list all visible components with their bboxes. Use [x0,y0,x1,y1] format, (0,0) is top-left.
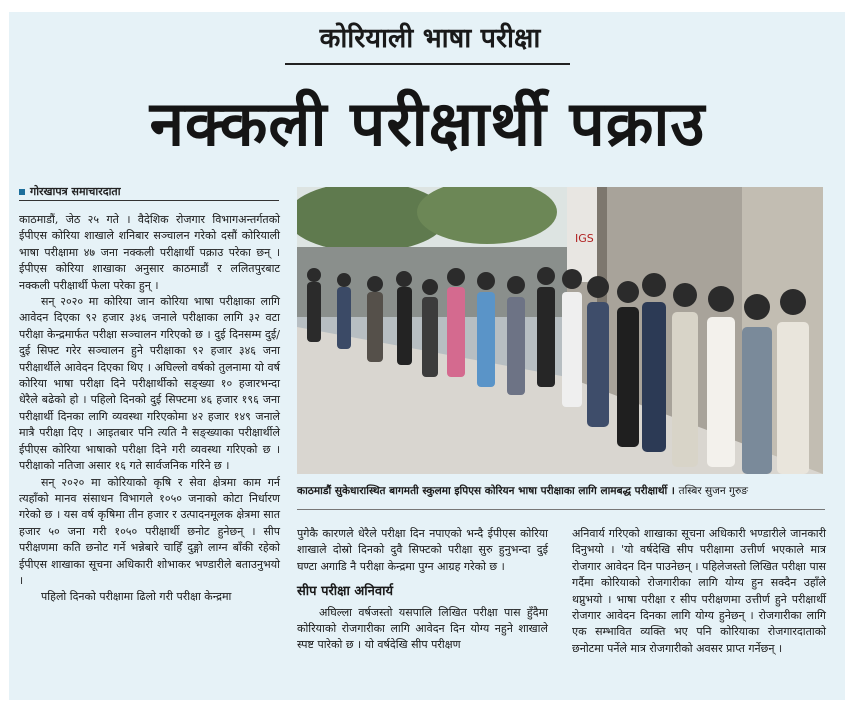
paragraph: सन् २०२० मा कोरियाको कृषि र सेवा क्षेत्रमा काम गर्न त्यहाँको मानव संसाधन विभागले १०५० जनाको कोटा निर्धारण गरेको छ । यस वर्ष कृषिमा तीन हजार र उत्पादनमूलक क्षेत्रमा सात हजार ५० जना गरी १०५० परीक्षार्थी छनोट हुनेछन् । सीप परीक्षणमा कति छनोट गर्ने भन्नेबारे चाहिँ दुङ्गो लाग्न बाँकी रहेको ईपीएस शाखाका सूचना अधिकारी शोभाकर भण्डारीले बताउनुभयो । [19,475,280,587]
article-column-3 [572,526,826,657]
news-photo [297,187,823,474]
byline-marker-icon [19,189,25,195]
subheading: सीप परीक्षा अनिवार्य [297,584,393,600]
byline-divider [19,200,279,201]
photo-caption [297,484,825,498]
queue-illustration [297,187,823,474]
svg-text:IGS: IGS [575,232,594,245]
article-column-1 [19,212,280,606]
paragraph: काठमाडौं, जेठ २५ गते । वैदेशिक रोजगार विभागअन्तर्गतको ईपीएस कोरिया शाखाले शनिबार सञ्चालन गरेको दसौं कोरियाली भाषा परीक्षामा ४७ जना नक्कली परीक्षार्थी पक्राउ परेका छन् । ईपीएस कोरिया शाखाका अनुसार काठमाडौं र ललितपुरबाट नक्कली परीक्षार्थी फेला परेका हुन् । [19,213,280,292]
paragraph: पहिलो दिनको परीक्षामा ढिलो गरी परीक्षा केन्द्रमा [41,590,232,604]
kicker-title: कोरियाली भाषा परीक्षा [319,23,541,54]
headline: नक्कली परीक्षार्थी पक्राउ [149,87,706,160]
byline [19,184,121,199]
paragraph: सन् २०२० मा कोरिया जान कोरिया भाषा परीक्षाका लागि आवेदन दिएका ९२ हजार ३४६ जनाले परीक्षाका लागि ३२ वटा परीक्षा केन्द्रमार्फत परीक्षा सञ्चालन गरिएको छ । दुई दिनसम्म दुई/दुई सिफ्ट गरेर सञ्चालन हुने परीक्षाका ९२ हजार ३४६ जना परीक्षार्थीले आवेदन दिएका थिए । अघिल्लो वर्षको तुलनामा यो वर्ष कोरिया भाषा परीक्षा दिने परीक्षार्थीको सङ्ख्या १० हजारभन्दा धेरैले बढेको हो । पहिलो दिनको दुई सिफ्टमा ४६ हजार १९६ जना परीक्षार्थी दिनका लागि व्यवस्था गरिएकोमा ४२ हजार १४९ जनाले मात्रै परीक्षा दिए । आइतबार पनि त्यति नै सङ्ख्याका परीक्षार्थीले ईपीएस कोरिया भाषाको परीक्षा दिने गरी व्यवस्था गरिएको छ । परीक्षाको नतिजा असार १६ गते सार्वजनिक गरिने छ । [19,295,280,473]
paragraph: पुगेकै कारणले धेरैले परीक्षा दिन नपाएको भन्दै ईपीएस कोरिया शाखाले दोस्रो दिनको दुवै सिफ्टको परीक्षा सुरु हुनुभन्दा दुई घण्टा अगाडि नै परीक्षा केन्द्रमा पुग्न आग्रह गरेको छ । [297,527,548,573]
caption-text: काठमाडौं सुकेधारास्थित बागमती स्कुलमा इपिएस कोरियन भाषा परीक्षाका लागि लामबद्ध परीक्षार्थी । [297,485,675,497]
paragraph: अनिवार्य गरिएको शाखाका सूचना अधिकारी भण्डारीले जानकारी दिनुभयो । 'यो वर्षदेखि सीप परीक्षामा उत्तीर्ण भएकाले मात्र रोजगार आवेदन दिन पाउनेछन् । पहिलेजस्तो लिखित परीक्षा पास गर्दैमा कोरियाको रोजगारीका लागि योग्य हुन सक्दैन उहाँले थप्नुभयो । भाषा परीक्षा र सीप परीक्षणमा उत्तीर्ण हुने परीक्षार्थी रोजगार आवेदन दिनका लागि योग्य हुनेछन् । रोजगारीका लागि एक सम्भावित व्यक्ति भए पनि कोरियाका रोजगारदाताको छनोटमा पर्नेले मात्र रोजगारीको अवसर प्राप्त गर्नेछन् । [572,527,826,655]
photo-credit: तस्बिर सुजन गुरुङ [678,485,748,497]
article-column-2 [297,526,548,654]
paragraph: अघिल्ला वर्षजस्तो यसपालि लिखित परीक्षा पास हुँदैमा कोरियाको रोजगारीका लागि आवेदन दिन योग्य नहुने शाखाले स्पष्ट पारेको छ । यो वर्षदेखि सीप परीक्षण [297,605,548,652]
kicker-underline [285,63,570,65]
caption-divider [297,509,825,510]
byline-text: गोरखापत्र समाचारदाता [30,185,121,198]
